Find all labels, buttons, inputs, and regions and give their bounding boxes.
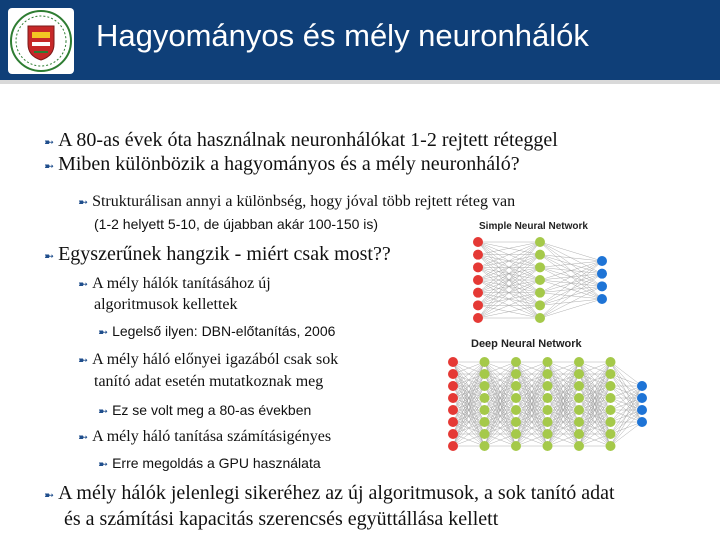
input-neuron	[448, 369, 458, 379]
hidden-neuron	[535, 300, 545, 310]
bullet-4-cont: és a számítási kapacitás szerencsés együttállása kellett	[64, 508, 499, 530]
network-edge	[540, 286, 602, 318]
hidden-neuron	[535, 262, 545, 272]
input-neuron	[448, 357, 458, 367]
hidden-neuron	[606, 417, 616, 427]
network-edge	[540, 255, 602, 261]
output-neuron	[637, 417, 647, 427]
network-edge	[540, 299, 602, 318]
input-neuron	[473, 288, 483, 298]
bullet-2-1: ➼ Strukturálisan annyi a különbség, hogy jóval több rejtett réteg van	[78, 193, 516, 210]
hidden-neuron	[480, 369, 490, 379]
hidden-neuron	[535, 237, 545, 247]
input-neuron	[473, 300, 483, 310]
hidden-neuron	[574, 357, 584, 367]
hidden-neuron	[543, 369, 553, 379]
output-neuron	[637, 393, 647, 403]
hidden-neuron	[574, 441, 584, 451]
hidden-neuron	[574, 429, 584, 439]
output-neuron	[597, 256, 607, 266]
bullet-4: ➼ A mély hálók jelenlegi sikeréhez az új algoritmusok, a sok tanító adat	[44, 482, 615, 504]
hidden-neuron	[606, 381, 616, 391]
hidden-neuron	[606, 405, 616, 415]
bullet-2: ➼ Miben különbözik a hagyományos és a mély neuronháló?	[44, 153, 520, 175]
hidden-neuron	[574, 393, 584, 403]
bullet-arrow-icon: ➼	[78, 353, 89, 367]
hidden-neuron	[543, 381, 553, 391]
network-edge	[540, 261, 602, 280]
hidden-neuron	[511, 357, 521, 367]
input-neuron	[473, 275, 483, 285]
hidden-neuron	[480, 441, 490, 451]
hidden-neuron	[511, 369, 521, 379]
input-neuron	[473, 250, 483, 260]
bullet-arrow-icon: ➼	[98, 325, 109, 339]
hidden-neuron	[574, 381, 584, 391]
hidden-neuron	[480, 393, 490, 403]
hidden-neuron	[606, 357, 616, 367]
input-neuron	[448, 429, 458, 439]
input-neuron	[448, 381, 458, 391]
hidden-neuron	[543, 393, 553, 403]
hidden-neuron	[543, 405, 553, 415]
bullet-3-2-cont: tanító adat esetén mutatkoznak meg	[94, 373, 324, 390]
bullet-3-3: ➼ A mély háló tanítása számításigényes	[78, 428, 332, 445]
hidden-neuron	[606, 393, 616, 403]
network-edge	[611, 410, 643, 446]
network-edge	[540, 261, 602, 318]
hidden-neuron	[480, 381, 490, 391]
bullet-3-1-cont: algoritmusok kellettek	[94, 296, 238, 313]
hidden-neuron	[480, 405, 490, 415]
network-edge	[611, 386, 643, 446]
input-neuron	[473, 313, 483, 323]
hidden-neuron	[543, 429, 553, 439]
bullet-arrow-icon: ➼	[98, 457, 109, 471]
bullet-arrow-icon: ➼	[44, 135, 55, 149]
hidden-neuron	[511, 405, 521, 415]
bullet-arrow-icon: ➼	[98, 404, 109, 418]
input-neuron	[448, 441, 458, 451]
title-divider	[0, 80, 720, 84]
bullet-arrow-icon: ➼	[44, 249, 55, 263]
simple-network-label: Simple Neural Network	[479, 221, 588, 232]
bullet-3-2-1: ➼ Ez se volt meg a 80-as években	[98, 402, 312, 418]
hidden-neuron	[574, 417, 584, 427]
input-neuron	[473, 237, 483, 247]
hidden-neuron	[511, 417, 521, 427]
output-neuron	[637, 381, 647, 391]
hidden-neuron	[511, 393, 521, 403]
hidden-neuron	[574, 369, 584, 379]
network-edge	[540, 261, 602, 267]
hidden-neuron	[543, 441, 553, 451]
network-edge	[540, 261, 602, 293]
hidden-neuron	[511, 441, 521, 451]
bullet-2-1-cont: (1-2 helyett 5-10, de újabban akár 100-150 is)	[94, 216, 379, 232]
simple-network-diagram	[470, 234, 610, 326]
hidden-neuron	[535, 250, 545, 260]
network-edge	[540, 261, 602, 305]
hidden-neuron	[480, 357, 490, 367]
network-edge	[540, 274, 602, 318]
output-neuron	[637, 405, 647, 415]
bullet-1: ➼ A 80-as évek óta használnak neuronhálókat 1-2 rejtett réteggel	[44, 129, 558, 151]
output-neuron	[597, 294, 607, 304]
hidden-neuron	[543, 417, 553, 427]
output-neuron	[597, 281, 607, 291]
bullet-3: ➼ Egyszerűnek hangzik - miért csak most??	[44, 243, 391, 265]
network-edge	[540, 242, 602, 261]
hidden-neuron	[606, 441, 616, 451]
slide-title: Hagyományos és mély neuronhálók	[96, 18, 589, 53]
hidden-neuron	[543, 357, 553, 367]
bullet-3-1: ➼ A mély hálók tanításához új	[78, 275, 271, 292]
university-crest-icon	[8, 8, 74, 74]
hidden-neuron	[511, 381, 521, 391]
deep-network-diagram	[445, 354, 650, 454]
input-neuron	[448, 393, 458, 403]
hidden-neuron	[535, 313, 545, 323]
hidden-neuron	[511, 429, 521, 439]
hidden-neuron	[535, 288, 545, 298]
bullet-arrow-icon: ➼	[44, 488, 55, 502]
bullet-arrow-icon: ➼	[78, 277, 89, 291]
bullet-3-2: ➼ A mély háló előnyei igazából csak sok	[78, 351, 339, 368]
input-neuron	[448, 405, 458, 415]
input-neuron	[448, 417, 458, 427]
hidden-neuron	[480, 417, 490, 427]
bullet-3-3-1: ➼ Erre megoldás a GPU használata	[98, 455, 321, 471]
hidden-neuron	[574, 405, 584, 415]
output-neuron	[597, 269, 607, 279]
bullet-arrow-icon: ➼	[78, 430, 89, 444]
hidden-neuron	[606, 369, 616, 379]
hidden-neuron	[480, 429, 490, 439]
hidden-neuron	[606, 429, 616, 439]
hidden-neuron	[535, 275, 545, 285]
bullet-arrow-icon: ➼	[44, 159, 55, 173]
bullet-3-1-1: ➼ Legelső ilyen: DBN-előtanítás, 2006	[98, 323, 336, 339]
input-neuron	[473, 262, 483, 272]
bullet-arrow-icon: ➼	[78, 195, 89, 209]
deep-network-label: Deep Neural Network	[471, 338, 582, 350]
network-edge	[611, 374, 643, 386]
